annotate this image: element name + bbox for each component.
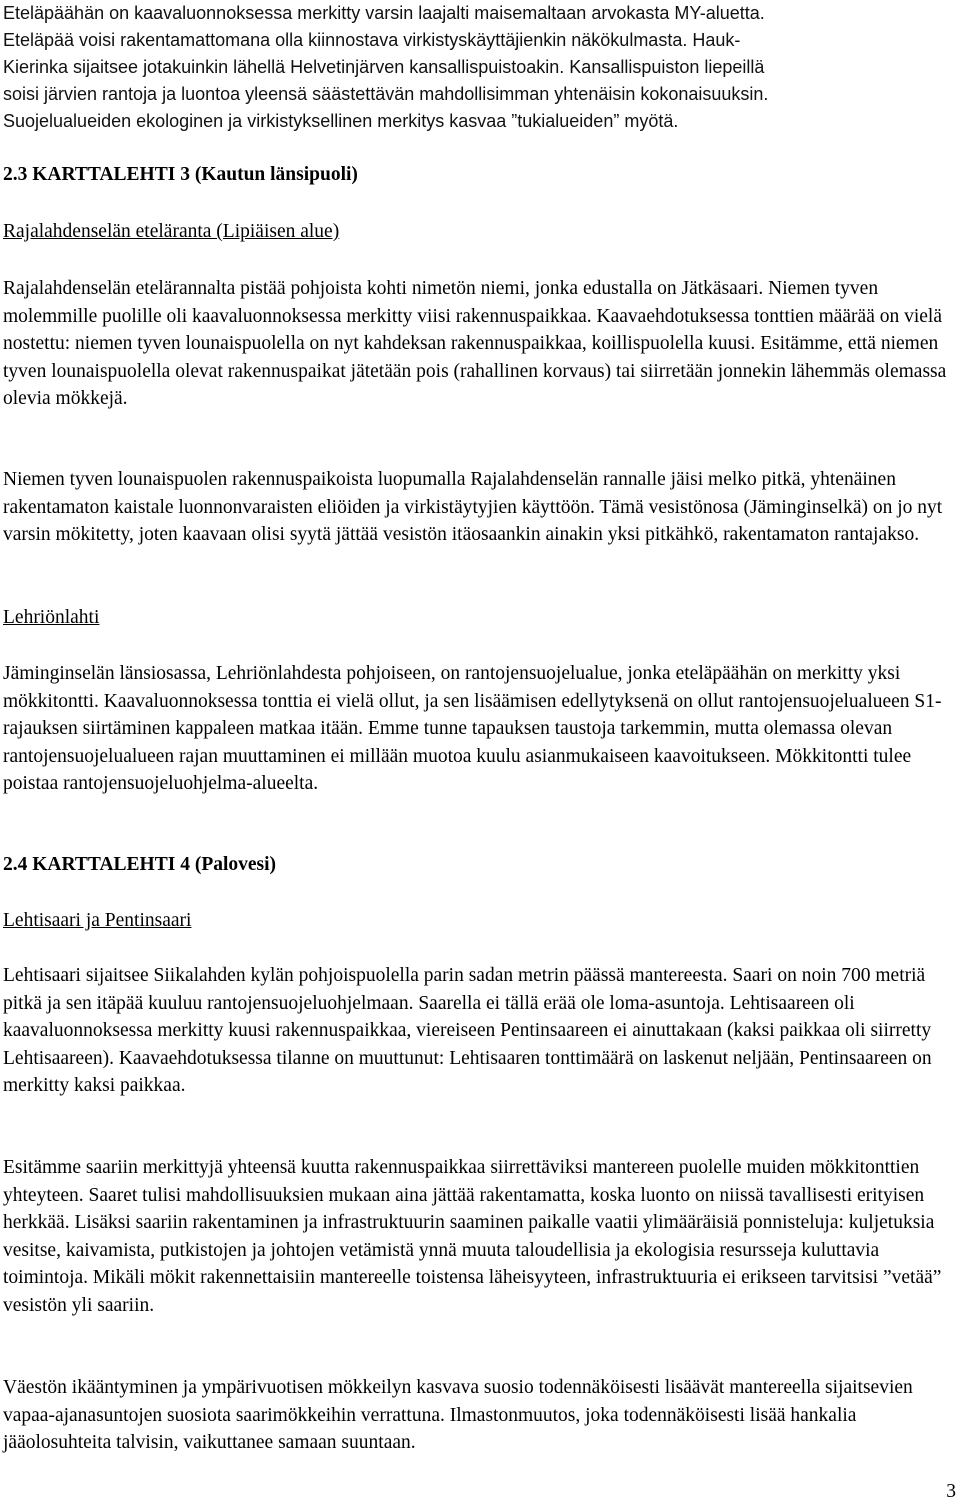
intro-paragraph [3, 0, 953, 135]
subheading-lehrionlahti: Lehriönlahti [3, 607, 100, 628]
intro-line: Eteläpäähän on kaavaluonnoksessa merkitty varsin laajalti maisemaltaan arvokasta MY-aluetta. [3, 3, 765, 23]
intro-line: Suojelualueiden ekologinen ja virkistyksellinen merkitys kasvaa ”tukialueiden” myötä. [3, 111, 679, 131]
page-number: 3 [946, 1481, 956, 1502]
paragraph-lehrionlahti: Jäminginselän länsiosassa, Lehriönlahdesta pohjoiseen, on rantojensuojelualue, jonka eteläpäähän on merkitty yksi mökkitontti. Kaavaluonnoksessa tonttia ei vielä ollut, ja sen lisäämisen edellytyksenä on ollut rantojensuojelualueen S1-rajauksen siirtäminen kappaleen matkaa itään. Emme tunne tapauksen taustoja tarkemmin, mutta olemassa olevan rantojensuojelualueen rajan muuttaminen ei millään muotoa kuulu asianmukaiseen kaavoitukseen. Mökkitontti tulee poistaa rantojensuojeluohjelma-alueelta. [3, 663, 942, 795]
paragraph-rajalahdenselka-2: Niemen tyven lounaispuolen rakennuspaikoista luopumalla Rajalahdenselän rannalle jäisi melko pitkä, yhtenäinen rakentamaton kaistale luonnonvaraisten eliöiden ja virkistäytyjien käyttöön. Tämä vesistönosa (Jäminginselkä) on jo nyt varsin mökitetty, joten kaavaan olisi syytä jättää vesistön itäosaankin ainakin yksi pitkähkö, rakentamaton rantajakso. [3, 469, 943, 546]
paragraph-lehtisaari-2: Esitämme saariin merkittyjä yhteensä kuutta rakennuspaikkaa siirrettäviksi mantereen puolelle muiden mökkitonttien yhteyteen. Saaret tulisi mahdollisuuksien mukaan aina jättää rakentamatta, koska luonto on niissä tavallisesti erityisen herkkää. Lisäksi saariin rakentaminen ja infrastruktuurin saaminen paikalle vaatii ylimääräisiä ponnisteluja: kuljetuksia vesitse, kaivamista, putkistojen ja johtojen vetämistä ynnä muuta taloudellisia ja ekologisia resursseja kuluttavia toimintoja. Mikäli mökit rakennettaisiin mantereelle toistensa läheisyyteen, infrastruktuuria ei erikseen tarvitsisi ”vetää” vesistön yli saariin. [3, 1157, 942, 1316]
intro-line: Eteläpää voisi rakentamattomana olla kiinnostava virkistyskäyttäjienkin näkökulmasta. Hauk- [3, 30, 741, 50]
section-heading-2-4: 2.4 KARTTALEHTI 4 (Palovesi) [3, 854, 277, 875]
intro-line: soisi järvien rantoja ja luontoa yleensä säästettävän mahdollisimman yhtenäisin kokonaisuuksin. [3, 84, 769, 104]
paragraph-rajalahdenselka-1: Rajalahdenselän etelärannalta pistää pohjoista kohti nimetön niemi, jonka edustalla on Jätkäsaari. Niemen tyven molemmille puolille oli kaavaluonnoksessa merkitty viisi rakennuspaikkaa. Kaavaehdotuksessa tonttien määrää on vielä nostettu: niemen tyven lounaispuolella on nyt kahdeksan rakennuspaikkaa, koillispuolella kuusi. Esitämme, että niemen tyven lounaispuolella olevat rakennuspaikat jätetään pois (rahallinen korvaus) tai siirretään jonnekin lähemmäs olemassa olevia mökkejä. [3, 278, 947, 410]
intro-line: Kierinka sijaitsee jotakuinkin lähellä Helvetinjärven kansallispuistoakin. Kansallispuiston liepeillä [3, 57, 765, 77]
paragraph-lehtisaari-1: Lehtisaari sijaitsee Siikalahden kylän pohjoispuolella parin sadan metrin päässä mantereesta. Saari on noin 700 metriä pitkä ja sen itäpää kuuluu rantojensuojeluohjelmaan. Saarella ei tällä erää ole loma-asuntoja. Lehtisaareen oli kaavaluonnoksessa merkitty kuusi rakennuspaikkaa, viereiseen Pentinsaareen ei ainuttakaan (kaksi paikkaa oli siirretty Lehtisaareen). Kaavaehdotuksessa tilanne on muuttunut: Lehtisaaren tonttimäärä on laskenut neljään, Pentinsaareen on merkitty kaksi paikkaa. [3, 965, 932, 1097]
paragraph-lehtisaari-3: Väestön ikääntyminen ja ympärivuotisen mökkeilyn kasvava suosio todennäköisesti lisäävät mantereella sijaitsevien vapaa-ajanasuntojen suosiota saarimökkeihin verrattuna. Ilmastonmuutos, joka todennäköisesti lisää hankalia jääolosuhteita talvisin, vaikuttanee samaan suuntaan. [3, 1377, 913, 1454]
subheading-rajalahdenselka: Rajalahdenselän eteläranta (Lipiäisen alue) [3, 221, 340, 242]
section-heading-2-3: 2.3 KARTTALEHTI 3 (Kautun länsipuoli) [3, 164, 358, 185]
subheading-lehtisaari: Lehtisaari ja Pentinsaari [3, 910, 192, 931]
